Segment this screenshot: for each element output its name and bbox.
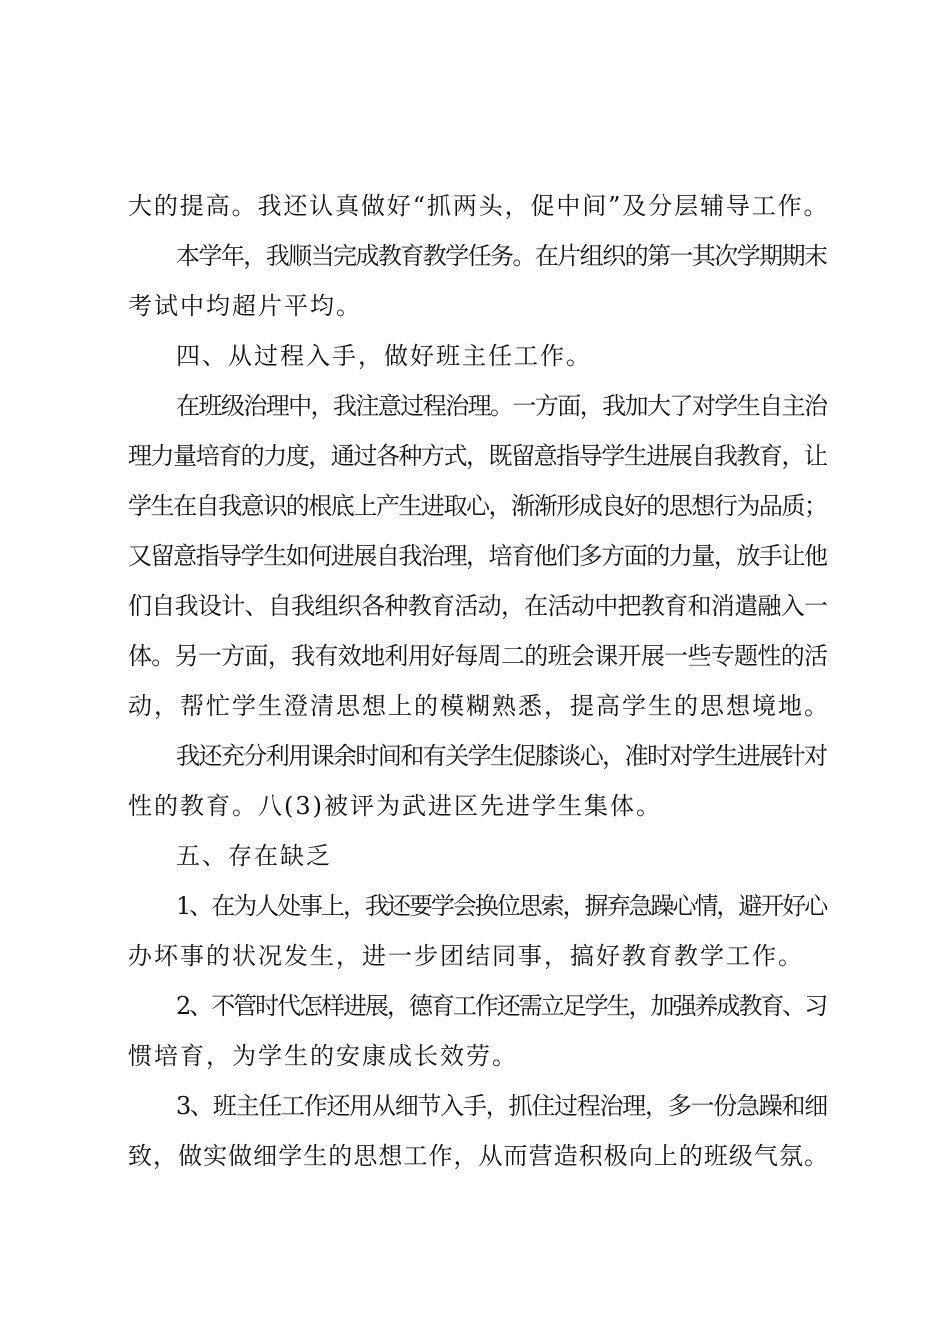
text-line: 理力量培育的力度，通过各种方式，既留意指导学生进展自我教育，让 bbox=[128, 442, 827, 470]
text-line: 办坏事的状况发生，进一步团结同事，搞好教育教学工作。 bbox=[128, 942, 804, 970]
text-line: 1、在为人处事上，我还要学会换位思索，摒弃急躁心情，避开好心 bbox=[176, 892, 827, 920]
text-line: 惯培育，为学生的安康成长效劳。 bbox=[128, 1042, 518, 1070]
text-line: 性的教育。八(3)被评为武进区先进学生集体。 bbox=[128, 792, 662, 820]
text-line: 致，做实做细学生的思想工作，从而营造积极向上的班级气氛。 bbox=[128, 1142, 830, 1170]
text-line: 动，帮忙学生澄清思想上的模糊熟悉，提高学生的思想境地。 bbox=[128, 692, 830, 720]
text-line: 学生在自我意识的根底上产生进取心，渐渐形成良好的思想行为品质； bbox=[128, 492, 827, 520]
text-line: 又留意指导学生如何进展自我治理，培育他们多方面的力量，放手让他 bbox=[128, 542, 827, 570]
text-line: 五、存在缺乏 bbox=[176, 842, 332, 870]
text-line: 2、不管时代怎样进展，德育工作还需立足学生，加强养成教育、习 bbox=[176, 992, 827, 1020]
text-line: 考试中均超片平均。 bbox=[128, 292, 362, 320]
text-line: 本学年，我顺当完成教育教学任务。在片组织的第一其次学期期末 bbox=[176, 242, 827, 270]
text-line: 们自我设计、自我组织各种教育活动，在活动中把教育和消遣融入一 bbox=[128, 592, 828, 620]
text-line: 大的提高。我还认真做好“抓两头，促中间”及分层辅导工作。 bbox=[128, 192, 830, 220]
text-line: 3、班主任工作还用从细节入手，抓住过程治理，多一份急躁和细 bbox=[176, 1092, 828, 1120]
text-line: 我还充分利用课余时间和有关学生促膝谈心，准时对学生进展针对 bbox=[176, 742, 827, 770]
text-line: 四、从过程入手，做好班主任工作。 bbox=[176, 342, 592, 370]
text-line: 在班级治理中，我注意过程治理。一方面，我加大了对学生自主治 bbox=[176, 392, 827, 420]
text-line: 体。另一方面，我有效地利用好每周二的班会课开展一些专题性的活 bbox=[128, 642, 828, 670]
